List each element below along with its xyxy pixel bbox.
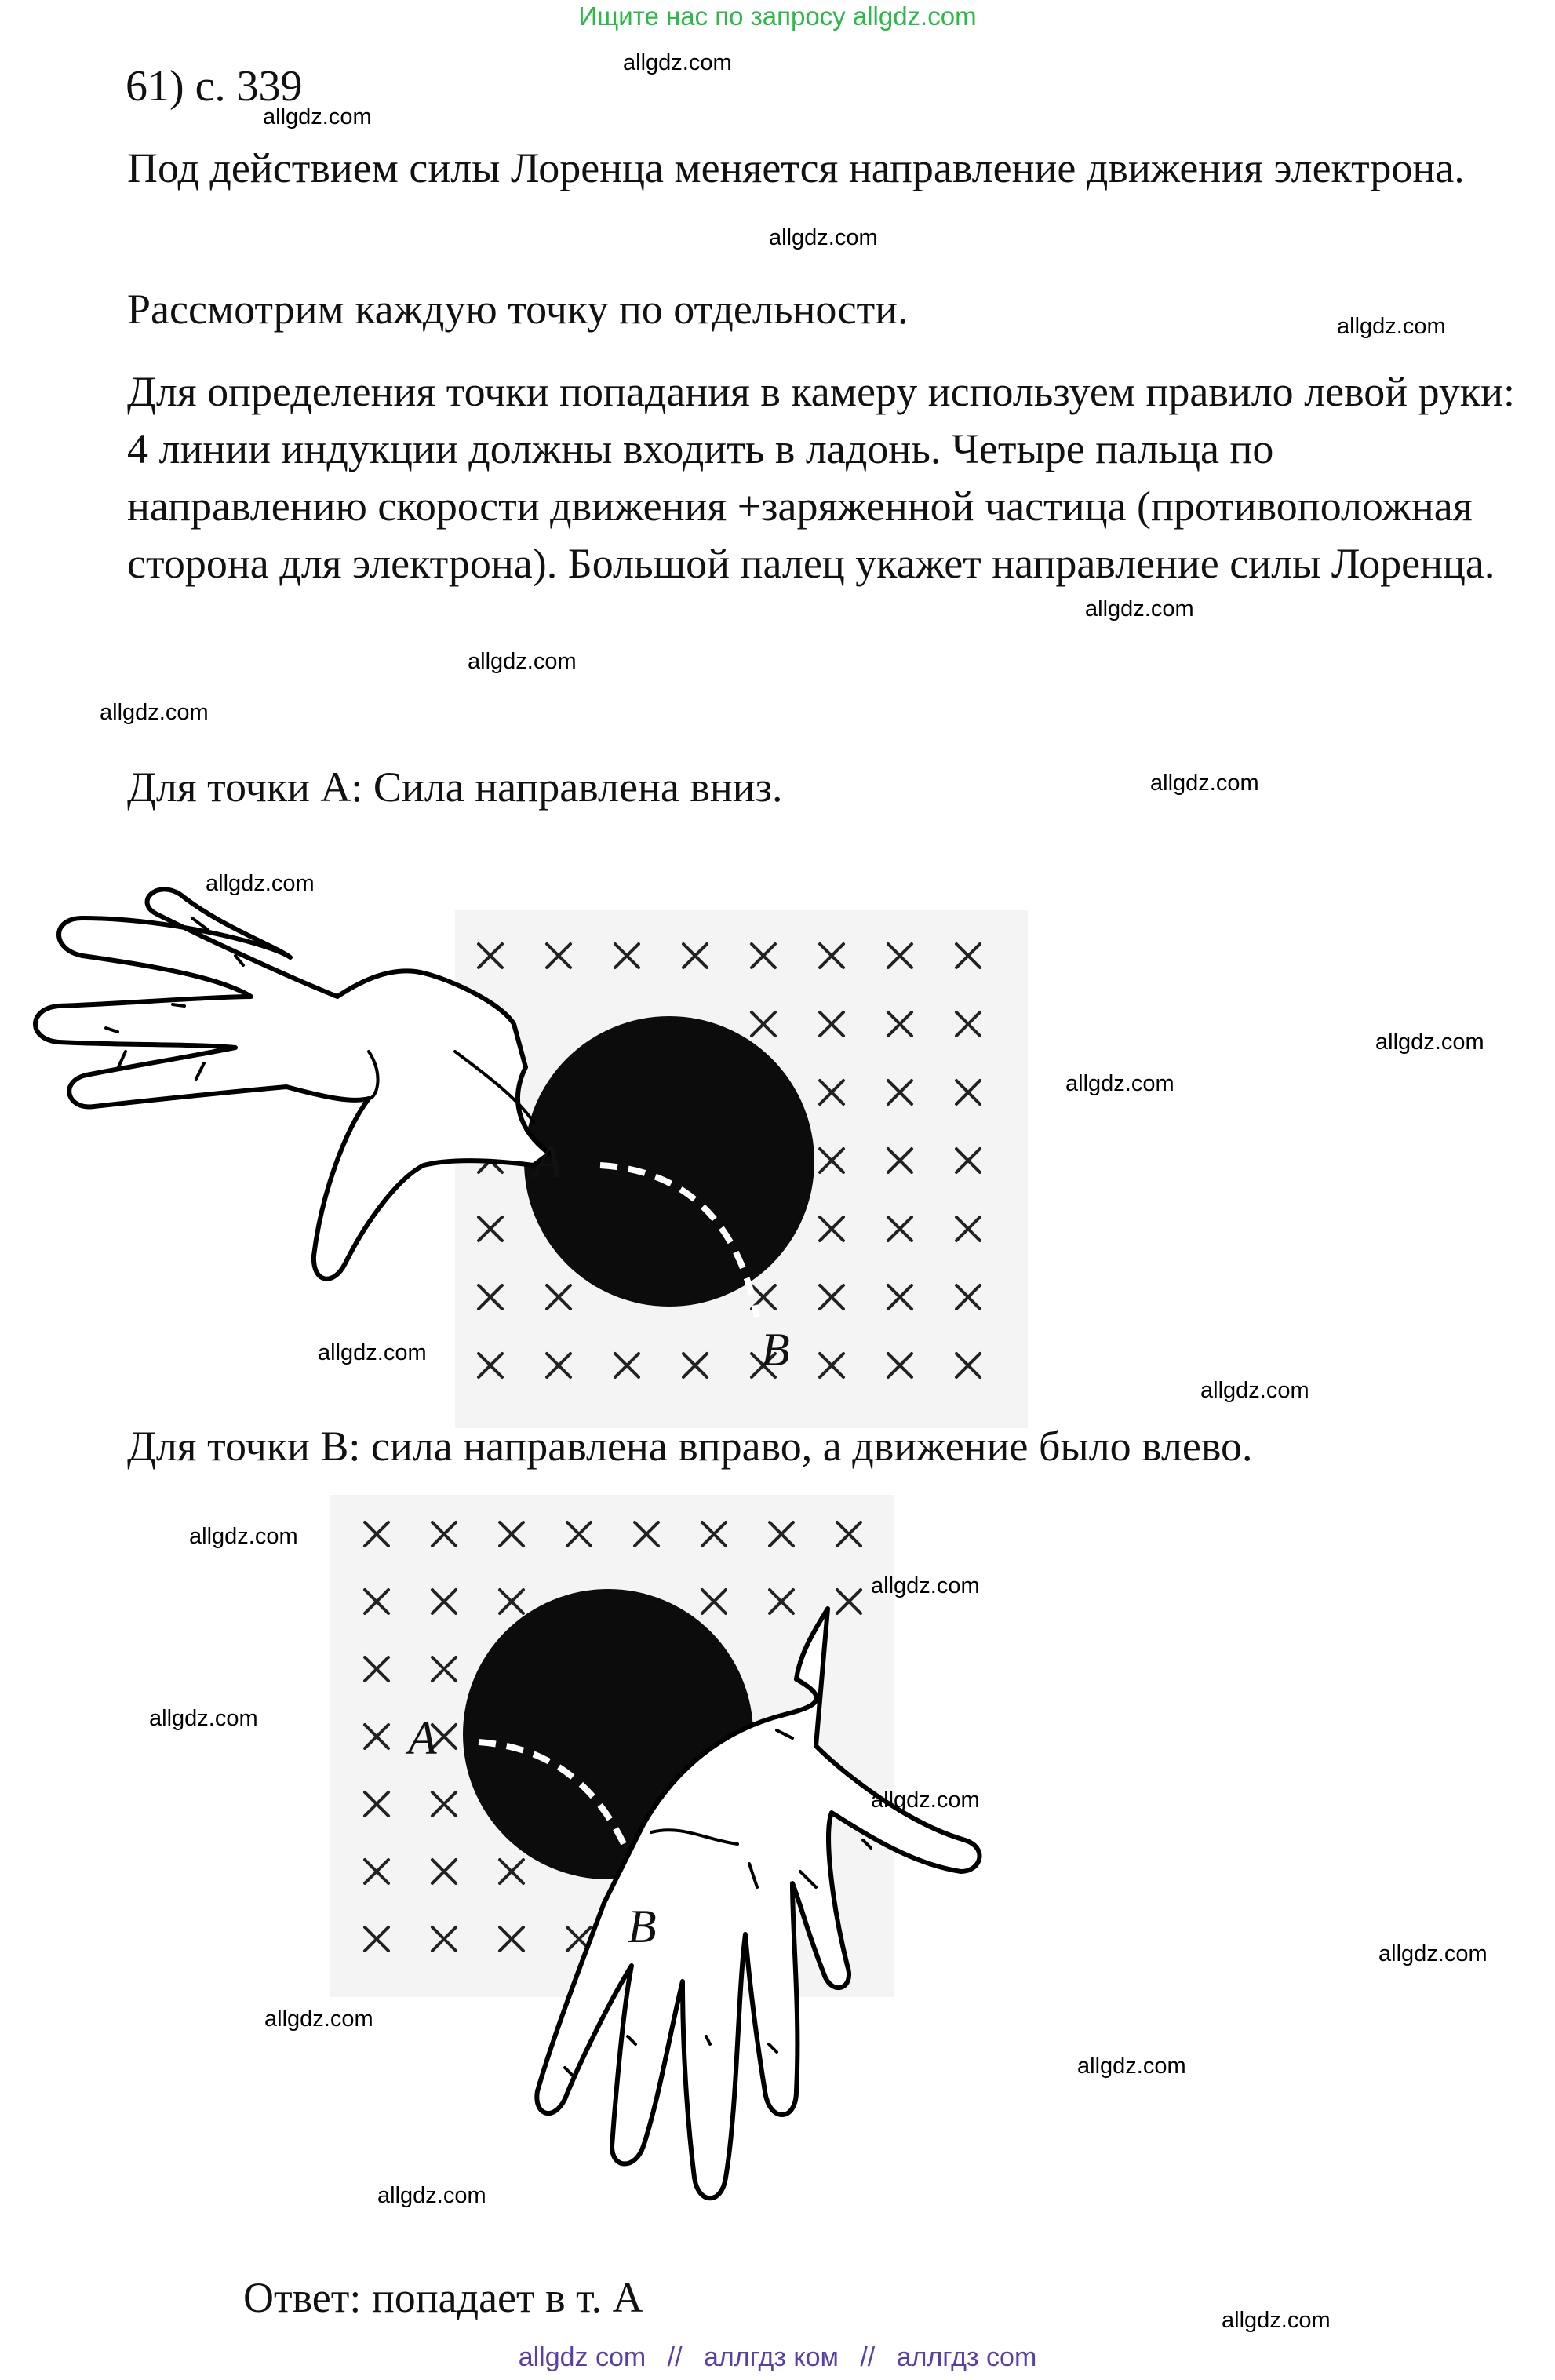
footer-link-1[interactable]: allgdz com xyxy=(518,2342,646,2372)
watermark: allgdz.com xyxy=(206,871,315,896)
watermark: allgdz.com xyxy=(100,700,209,725)
paragraph-consider: Рассмотрим каждую точку по отдельности. xyxy=(127,286,909,333)
footer-separator: // xyxy=(667,2342,683,2372)
watermark: allgdz.com xyxy=(1150,771,1259,796)
label-point-b: B xyxy=(628,1901,657,1952)
watermark: allgdz.com xyxy=(1337,314,1446,339)
watermark: allgdz.com xyxy=(1378,1941,1488,1966)
figure-point-b xyxy=(314,1495,1020,2240)
watermark: allgdz.com xyxy=(468,649,577,674)
paragraph-intro: Под действием силы Лоренца меняется направление движения электрона. xyxy=(127,144,1465,191)
watermark: allgdz.com xyxy=(1065,1071,1174,1096)
chamber-circle xyxy=(524,1016,814,1307)
label-point-a: A xyxy=(408,1712,437,1764)
watermark: allgdz.com xyxy=(623,50,732,75)
watermark: allgdz.com xyxy=(871,1788,980,1813)
watermark: allgdz.com xyxy=(149,1706,258,1731)
paragraph-rule: Для определения точки попадания в камеру используем правило левой руки: 4 линии индукции должны входить в ладонь. Четыре пальца по направлению скорости движения +заряженной частица (противоположная сторона для электрона). Большой палец укажет направление силы Лоренца. xyxy=(127,368,1516,587)
watermark: allgdz.com xyxy=(189,1524,298,1549)
footer-link-3[interactable]: аллгдз com xyxy=(896,2342,1037,2372)
watermark: allgdz.com xyxy=(377,2183,486,2208)
watermark: allgdz.com xyxy=(1222,2308,1331,2333)
watermark: allgdz.com xyxy=(769,225,878,250)
footer-separator: // xyxy=(860,2342,876,2372)
watermark: allgdz.com xyxy=(1375,1030,1484,1055)
watermark: allgdz.com xyxy=(318,1340,427,1365)
label-point-a: A xyxy=(534,1135,563,1187)
point-b-text: Для точки В: сила направлена вправо, а движение было влево. xyxy=(127,1423,1253,1470)
point-a-text: Для точки А: Сила направлена вниз. xyxy=(127,764,783,811)
watermark: allgdz.com xyxy=(263,104,372,129)
answer-text: Ответ: попадает в т. А xyxy=(243,2274,643,2321)
figure-point-a xyxy=(16,863,1036,1428)
footer-links xyxy=(0,2342,1555,2373)
watermark: allgdz.com xyxy=(871,1573,980,1598)
label-point-b: B xyxy=(761,1324,790,1376)
watermark: allgdz.com xyxy=(1085,596,1194,621)
watermark: allgdz.com xyxy=(264,2006,373,2032)
top-banner[interactable]: Ищите нас по запросу allgdz.com xyxy=(578,2,977,31)
footer-link-2[interactable]: аллгдз ком xyxy=(704,2342,839,2372)
watermark: allgdz.com xyxy=(1077,2054,1186,2079)
watermark: allgdz.com xyxy=(1200,1378,1309,1403)
problem-number: 61) с. 339 xyxy=(126,62,303,111)
